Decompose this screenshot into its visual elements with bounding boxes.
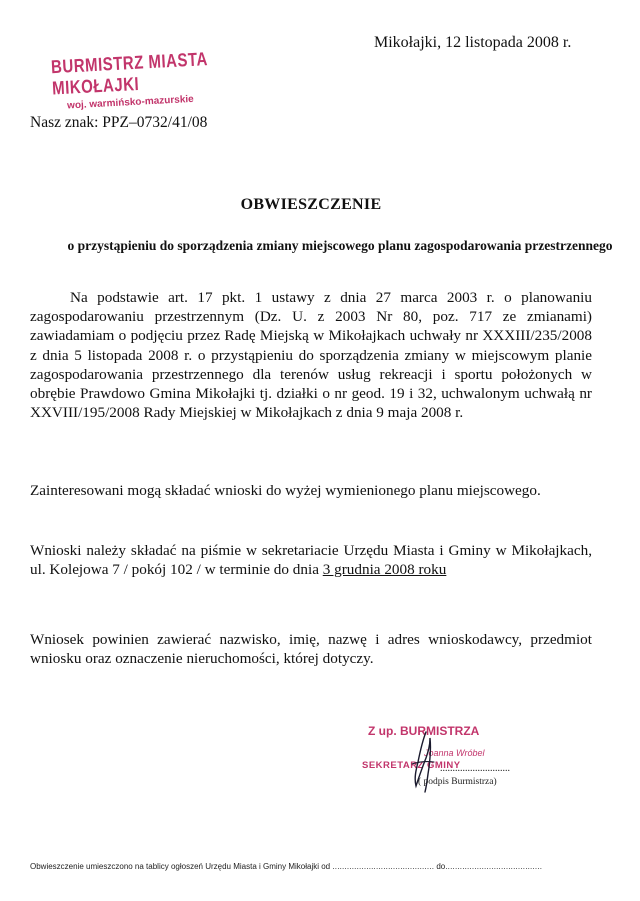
- reference-number: Nasz znak: PPZ–0732/41/08: [30, 114, 208, 131]
- posting-note-text: Obwieszczenie umieszczono na tablicy ogłoszeń Urzędu Miasta i Gminy Mikołajki od: [30, 862, 331, 871]
- paragraph-submission: [30, 541, 592, 579]
- signature-stamp-line1: Z up. BURMISTRZA: [368, 724, 480, 738]
- submission-deadline: 3 grudnia 2008 roku: [322, 561, 447, 579]
- document-subtitle: o przystąpieniu do sporządzenia zmiany miejscowego planu zagospodarowania przestrzennego: [67, 238, 613, 253]
- signature-stamp-line2: Joanna Wróbel: [424, 748, 485, 758]
- paragraph-content: Wniosek powinien zawierać nazwisko, imię, nazwę i adres wnioskodawcy, przedmiot wniosku oraz oznaczenie nieruchomości, której dotyczy.: [30, 631, 592, 668]
- signature-stamp-line3: SEKRETARZ GMINY: [362, 760, 461, 771]
- mayor-stamp-line1: BURMISTRZ MIASTA MIKOŁAJKI: [50, 48, 208, 100]
- posting-to-line: ........................................: [445, 862, 543, 871]
- mayor-stamp-line2: woj. warmińsko-mazurskie: [66, 93, 194, 112]
- signature-label: ( podpis Burmistrza): [418, 777, 497, 787]
- submission-text: Wnioski należy składać na piśmie w sekretariacie Urzędu Miasta i Gminy w Mikołajkach, ul. Kolejowa 7 / pokój 102 / w terminie do dnia: [30, 542, 592, 579]
- posting-note: [30, 862, 542, 871]
- document-title: OBWIESZCZENIE: [240, 196, 382, 213]
- signature-line: ............................: [440, 763, 510, 774]
- paragraph-legal-basis: Na podstawie art. 17 pkt. 1 ustawy z dnia 27 marca 2003 r. o planowaniu zagospodarowaniu przestrzennym (Dz. U. z 2003 Nr 80, poz. 717 ze zmianami) zawiadamiam o podjęciu przez Radę Miejską w Mikołajkach uchwały nr XXXIII/235/2008 z dnia 5 listopada 2008 r. o przystąpieniu do sporządzenia zmiany w miejscowym planie zagospodarowania przestrzennego dla terenów usług rekreacji i sportu położonych w obrębie Prawdowo Gmina Mikołajki tj. działki o nr geod. 19 i 32, uchwalonym uchwałą nr XXVIII/195/2008 Rady Miejskiej w Mikołajkach z dnia 9 maja 2008 r.: [30, 289, 592, 422]
- posting-to-label: do: [434, 862, 446, 871]
- posting-from-line: ..........................................: [332, 862, 435, 871]
- paragraph-interested: Zainteresowani mogą składać wnioski do wyżej wymienionego planu miejscowego.: [30, 482, 541, 499]
- mayor-stamp: [50, 48, 253, 112]
- place-date: Mikołajki, 12 listopada 2008 r.: [374, 34, 572, 51]
